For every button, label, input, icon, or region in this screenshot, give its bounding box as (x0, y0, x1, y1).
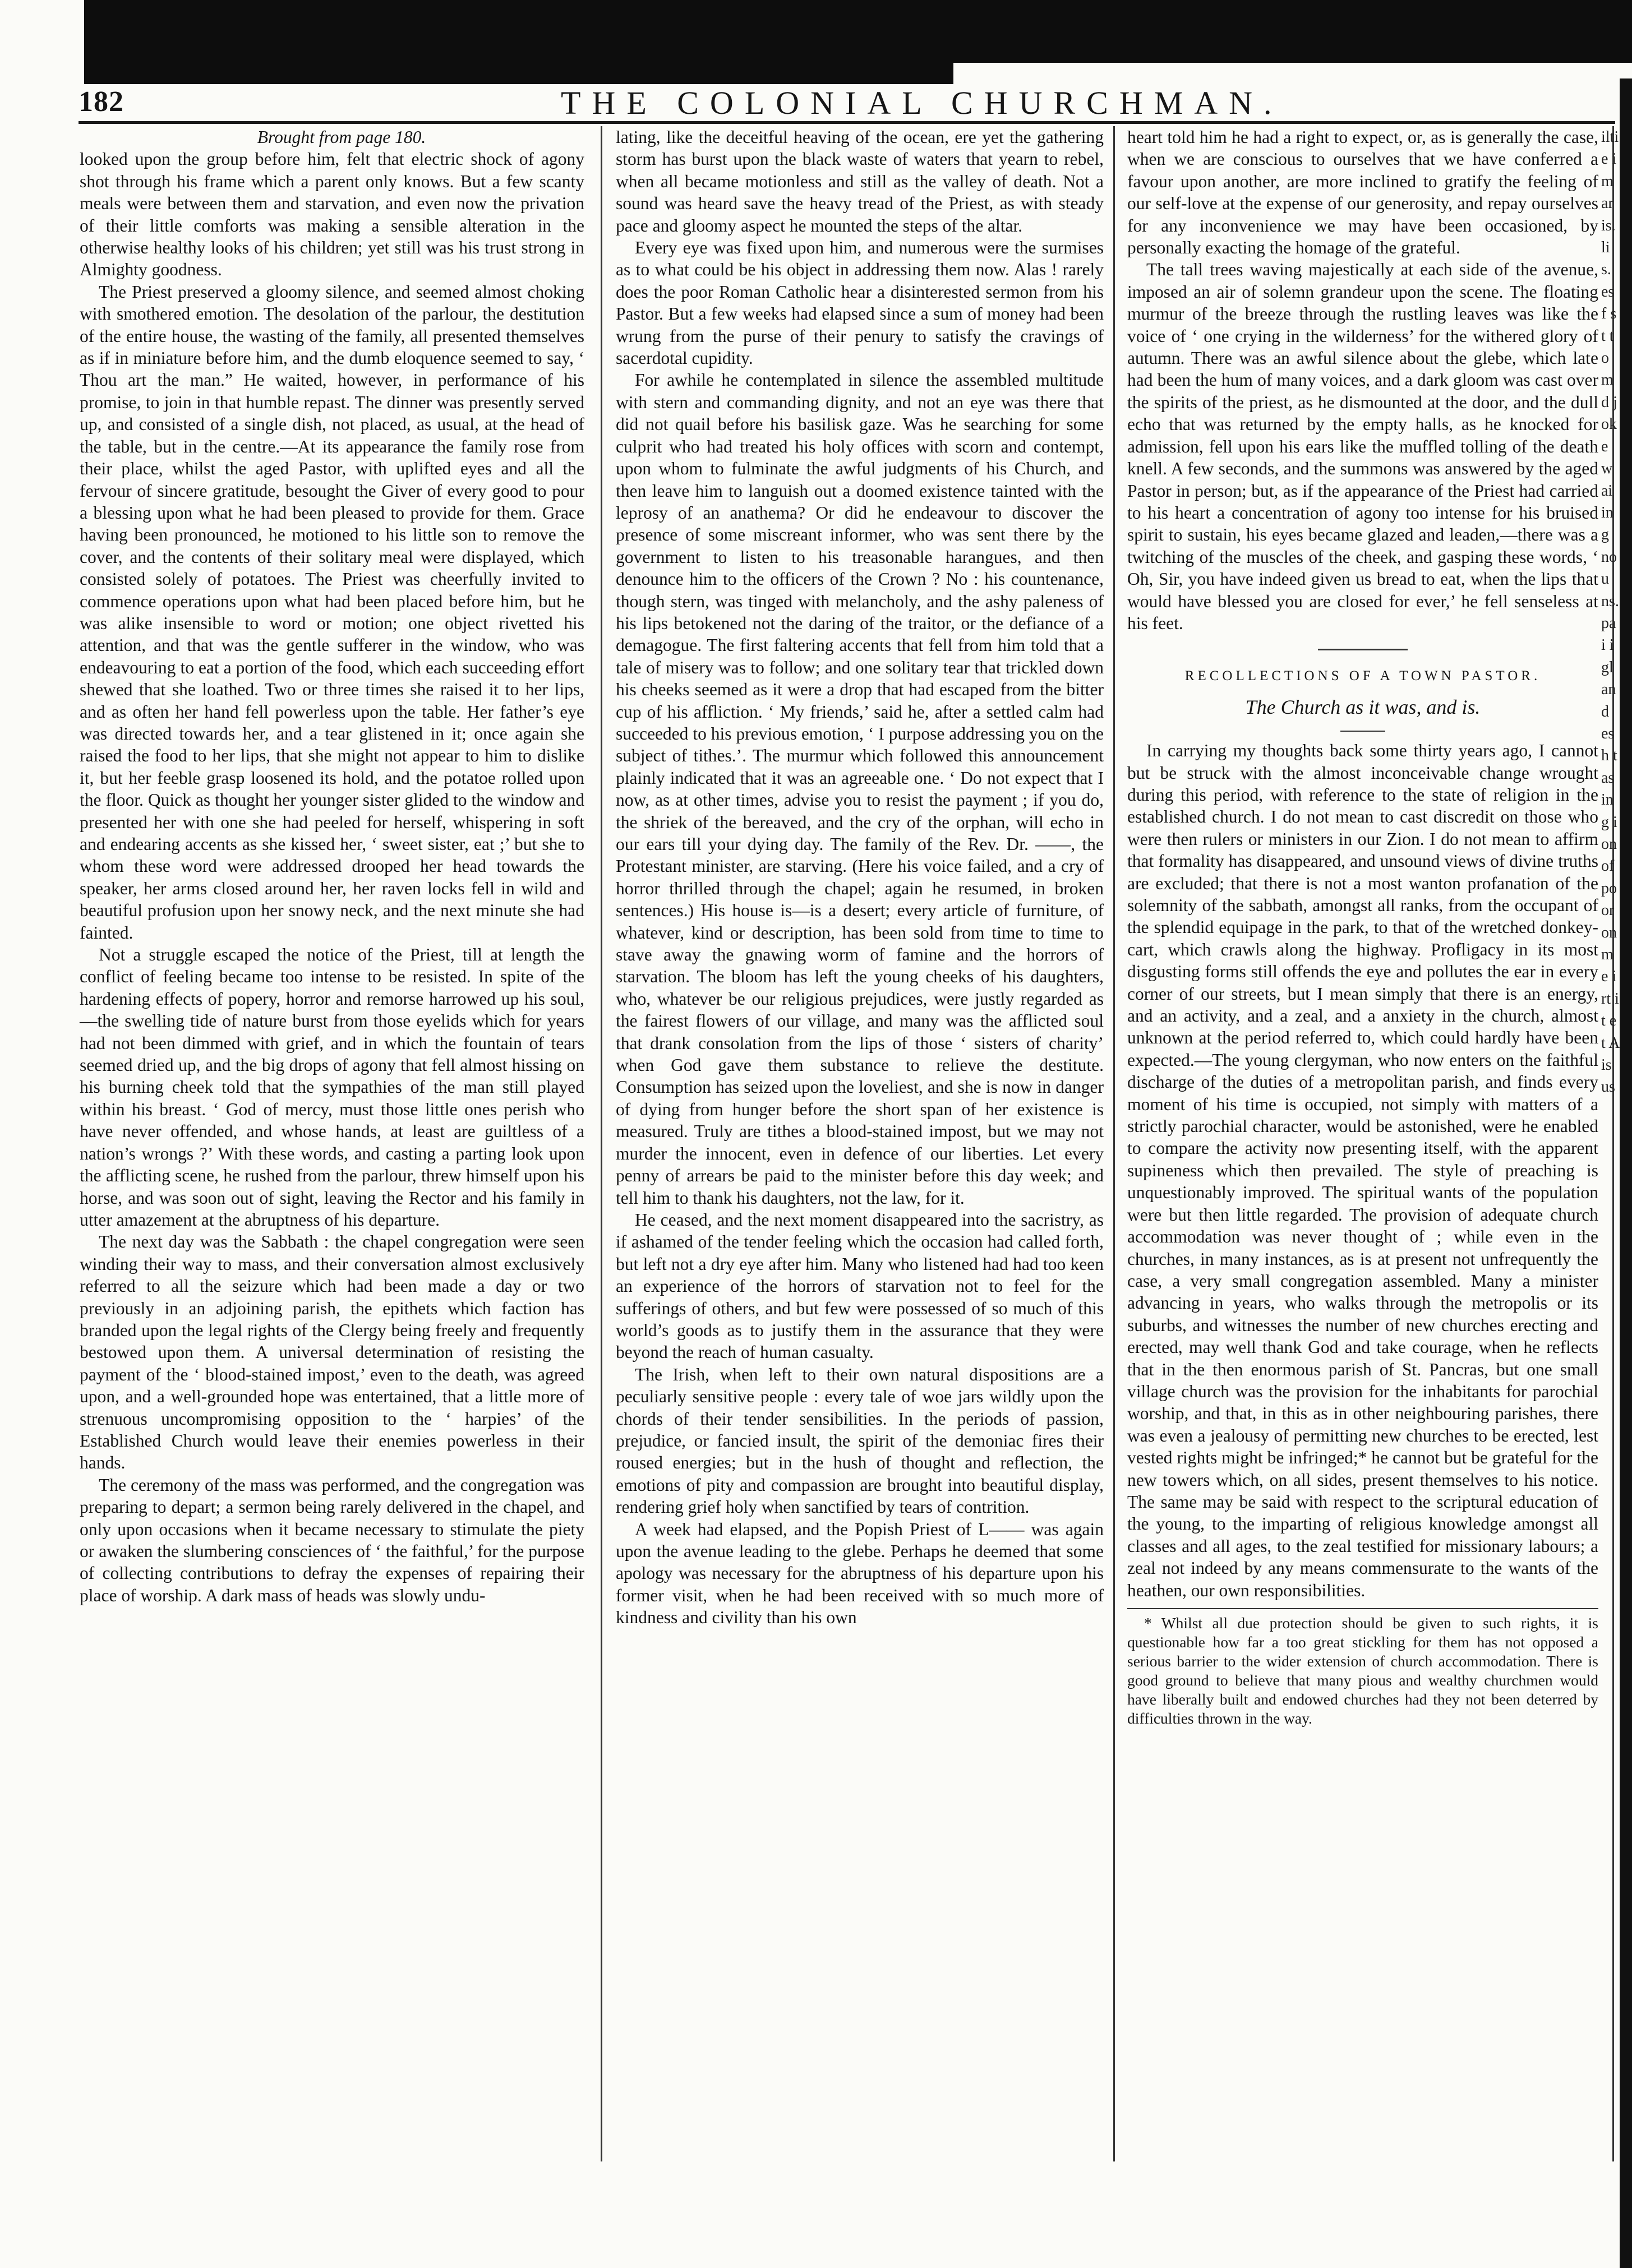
page-header (79, 84, 1615, 124)
section-title: RECOLLECTIONS OF A TOWN PASTOR. (1184, 668, 1541, 684)
section-divider (1318, 649, 1408, 650)
paragraph: The ceremony of the mass was performed, and the congregation was preparing to depart; a sermon being rarely delivered in the chapel, and only upon occasions when it became necessary to stimulate the piety or awaken the slumbering consciences of ‘ the faithful,’ for the purpose of collecting contributions to defray the expenses of repairing their place of worship. A dark mass of heads was slowly undu- (80, 1475, 584, 1605)
paragraph: The tall trees waving majestically at each side of the avenue, imposed an air of solemn grandeur upon the scene. The floating murmur of the breeze through the rustling leaves was like the voice of ‘ one crying in the wilderness’ for the withered glory of autumn. There was an awful silence about the glebe, which late had been the hum of many voices, and a dark gloom was cast over the spirits of the priest, as he dismounted at the door, and the dull echo that was returned by the empty halls, as he knocked for admission, fell upon his ears like the muffled tolling of the death knell. A few seconds, and the summons was answered by the aged Pastor in person; but, as if the appearance of the Priest had carried to his heart a concentration of agony too intense for his bruised spirit to sustain, his eyes became glazed and leaden,—there was a twitching of the muscles of the cheek, and gasping these words, ‘ Oh, Sir, you have indeed given us bread to eat, when the lips that would have blessed you are closed for ever,’ he fell senseless at his feet. (1127, 260, 1598, 633)
continuation-note: Brought from page 180. (257, 127, 426, 147)
paragraph: In carrying my thoughts back some thirty years ago, I cannot but be struck with the almost inconceivable change wrought during this period, with reference to the state of religion in the established church. I do not mean to cast discredit on those who were then rulers or ministers in our Zion. I do not mean to affirm that formality has disappeared, and unsound views of divine truths are excluded; that there is not a most wanton profanation of the solemnity of the sabbath, amongst all ranks, from the occupant of the splendid equipage in the park, to that of the wretched donkey-cart, which crawls along the highway. Profligacy in its most disgusting forms still offends the eye and pollutes the ear in every corner of our streets, but I mean simply that there is an energy, and an activity, and a zeal, and a anxiety in the church, almost unknown at the period referred to, which could hardly have been expected.—The young clergyman, who now enters on the faithful discharge of the duties of a metropolitan parish, and finds every moment of his time is occupied, not simply with matters of a strictly parochial character, would be astonished, were he enabled to compare the activity now presenting itself, with the apparent supineness which then prevailed. The style of preaching is unquestionably improved. The spiritual wants of the population were but then little regarded. The provision of adequate church accommodation was never thought of ; while even in the churches, in many instances, as is at present not unfrequently the case, a very small congregation assembled. Many a minister advancing in years, who walks through the metropolis or its suburbs, and witnesses the number of new churches erecting and erected, may well thank God and take courage, when he reflects that in the then enormous parish of St. Pancras, but one small village church was the provision for the inhabitants for parochial worship, and that, in this as in other neighbouring parishes, there was even a jealousy of permitting new churches to be erected, lest vested rights might be infringed;* he cannot but be grateful for the new towers which, on all sides, present themselves to his notice. The same may be said with respect to the scriptural education of the young, to the imparting of religious knowledge amongst all classes and all ages, to the zeal testified for missionary labours; a zeal not indeed by any means commensurate to the wants of the heathen, our own responsibilities. (1127, 741, 1598, 1600)
paragraph: The Priest preserved a gloomy silence, and seemed almost choking with smothered emotion. The desolation of the parlour, the destitution of the entire house, the wasting of the family, all presented themselves as if in miniature before him, and the dumb eloquence seemed to say, ‘ Thou art the man.” He waited, however, in performance of his promise, to join in that humble repast. The dinner was presently served up, and consisted of a single dish, not placed, as usual, at the head of the table, but in the centre.—At its appearance the family rose from their place, whilst the aged Pastor, with uplifted eyes and all the fervour of sincere gratitude, besought the Giver of every good to pour a blessing upon what he had been pleased to provide for them. Grace having been pronounced, he motioned to his little son to remove the cover, and the contents of their solitary meal were displayed, which consisted solely of potatoes. The Priest was cheerfully invited to commence operations upon what had been placed before him, but he was alike insensible to word or motion; one object rivetted his attention, and that was the gentle sufferer in the window, who was endeavouring to eat a portion of the food, which each succeeding effort shewed that she loathed. Two or three times she raised it to her lips, and as often her hand fell powerless upon the table. Her father’s eye was directed towards her, and a tear glistened in it; once again she raised the food to her lips, that she might not appear to him to dislike it, but her feeble grasp loosened its hold, and the potatoe rolled upon the floor. Quick as thought her younger sister glided to the window and presented her with one she had peeled for herself, whispering in soft and endearing accents as she kissed her, ‘ sweet sister, eat ;’ but she to whom these word were addressed drooped her head towards the speaker, her arms closed around her, her raven locks fell in wild and beautiful profusion upon her snowy neck, and the next minute she had fainted. (80, 281, 584, 943)
paragraph: Every eye was fixed upon him, and numerous were the surmises as to what could be his object in addressing them now. Alas ! rarely does the poor Roman Catholic hear a disinterested sermon from his Pastor. But a few weeks had elapsed since a sum of money had been wrung from the purse of their penury to satisfy the cravings of sacerdotal cupidity. (616, 238, 1104, 368)
column-1 (80, 126, 584, 2201)
right-edge-shadow (1620, 78, 1632, 2268)
paragraph: For awhile he contemplated in silence the assembled multitude with stern and commanding dignity, and not an eye was there that did not quail before his basilisk gaze. Was he searching for some culprit who had treated his holy offices with scorn and contempt, upon whom to fulminate the awful judgments of his Church, and then leave him to languish out a doomed existence tainted with the leprosy of an anathema? Or did he endeavour to discover the presence of some miscreant informer, who was sent there by the government to listen to his treasonable harangues, and then denounce him to the officers of the Crown ? No : his countenance, though stern, was tinged with melancholy, and the ashy paleness of his lips betokened not the daring of the traitor, or the defiance of a demagogue. The first faltering accents that fell from him told that a tale of misery was to follow; and one solitary tear that trickled down his cheeks seemed as it were a drop that had escaped from the bitter cup of his affliction. ‘ My friends,’ said he, after a settled calm had succeeded to his previous emotion, ‘ I purpose addressing you on the subject of tithes.’. The murmur which followed this announcement plainly indicated that it was an agreeable one. ‘ Do not expect that I now, as at other times, advise you to resist the payment ; if you do, the shriek of the bereaved, and the cry of the orphan, will echo in our ears till your dying day. The family of the Rev. Dr. ——, the Protestant minister, are starving. (Here his voice failed, and a cry of horror thrilled through the chapel; again he resumed, in broken sentences.) His house is—is a desert; every article of furniture, of whatever, kind or description, has been sold from time to time to stave away the gnawing worm of famine and the horrors of starvation. The bloom has left the young cheeks of his daughters, who, whatever be our religious prejudices, were justly regarded as the fairest flowers of our village, and many was the afflicted soul that drank consolation from the lips of those ‘ sisters of charity’ when God gave them substance to relieve the destitute. Consumption has seized upon the loveliest, and she is now in danger of dying from hunger before the short span of her existence is measured. Truly are tithes a blood-stained impost, but we may not murder the innocent, even in defence of our liberties. Let every penny of arrears be paid to the minister before this day week; and tell him to thank his daughters, not the law, for it. (616, 370, 1104, 1208)
footnote (1127, 1608, 1598, 1728)
margin-fragments: iltie imar is. lis. esf st t om d j oke wai ing nou ns. pai igl an d esh tas ing ion of po or on me irt it et A is us (1601, 128, 1619, 1096)
column-rule (1113, 126, 1115, 2161)
footnote-text: * Whilst all due protection should be given to such rights, it is questionable how far a too great stickling for them has not opposed a serious barrier to the wider extension of church accommodation. There is good ground to believe that many pious and wealthy churchmen would have liberally built and endowed churches had they not been deterred by difficulties thrown in the way. (1127, 1614, 1598, 1727)
subtitle-divider (1340, 731, 1385, 732)
masthead-title: THE COLONIAL CHURCHMAN. (561, 85, 1283, 121)
column-3 (1127, 126, 1598, 2201)
border-gap (953, 63, 1632, 85)
column-2 (616, 126, 1104, 2201)
column-rule (601, 126, 602, 2161)
paragraph: Not a struggle escaped the notice of the Priest, till at length the conflict of feeling became too intense to be resisted. In spite of the hardening effects of popery, horror and remorse harrowed up his soul,—the swelling tide of nature burst from those eyelids which for years had not been dimmed with grief, and in which the fountain of tears seemed dried up, and the big drops of agony that fell almost hissing on his burning cheek told that the sympathies of the man still played within his breast. ‘ God of mercy, must those little ones perish who have never offended, and whose hands, at least are guiltless of a nation’s wrongs ?’ With these words, and casting a parting look upon the afflicting scene, he rushed from the parlour, threw himself upon his horse, and was soon out of sight, leaving the Rector and his family in utter amazement at the abruptness of his departure. (80, 945, 584, 1230)
paragraph: The Irish, when left to their own natural dispositions are a peculiarly sensitive people : every tale of woe jars wildly upon the chords of their tender sensibilities. In the periods of passion, prejudice, or fancied insult, the spirit of the demoniac fires their roused energies; but in the hush of thought and reflection, the emotions of pity and compassion are brought into beautiful display, rendering grief holy when sanctified by tears of contrition. (616, 1364, 1104, 1517)
paragraph: lating, like the deceitful heaving of the ocean, ere yet the gathering storm has burst upon the black waste of waters that yearn to rebel, when all became motionless and still as the valley of death. Not a sound was heard save the heavy tread of the Priest, as with steady pace and gloomy aspect he mounted the steps of the altar. (616, 127, 1104, 235)
paragraph: heart told him he had a right to expect, or, as is generally the case, when we are conscious to ourselves that we have conferred a favour upon another, are more inclined to gratify the feeling of our self-love at the expense of our generosity, and repay ourselves for any inconvenience we may have been occasioned, by personally exacting the homage of the grateful. (1127, 127, 1598, 258)
section-subtitle: The Church as it was, and is. (1245, 695, 1481, 718)
paragraph: The next day was the Sabbath : the chapel congregation were seen winding their way to mass, and their conversation almost exclusively referred to all the seizure which had been made a day or two previously in an adjoining parish, the epithets which faction has branded upon the legal rights of the Clergy being freely and frequently bestowed upon them. A universal determination of resisting the payment of the ‘ blood-stained impost,’ even to the death, was agreed upon, and a well-grounded hope was entertained, that a little more of strenuous uncompromising opposition to the ‘ harpies’ of the Established Church would leave their enemies powerless in their hands. (80, 1232, 584, 1473)
paragraph: looked upon the group before him, felt that electric shock of agony shot through his frame which a parent only knows. But a few scanty meals were between them and starvation, and even now the privation of their little comforts was making a sensible alteration in the otherwise healthy looks of his children; yet still was his trust strong in Almighty goodness. (80, 149, 584, 280)
paragraph: A week had elapsed, and the Popish Priest of L—— was again upon the avenue leading to the glebe. Perhaps he deemed that some apology was necessary for the abruptness of his departure upon his former visit, when he had been received with so much more of kindness and civility than his own (616, 1519, 1104, 1628)
page-number: 182 (79, 86, 124, 118)
paragraph: He ceased, and the next moment disappeared into the sacristry, as if ashamed of the tender feeling which the occasion had called forth, but left not a dry eye after him. Many who listened had had too keen an experience of the horrors of starvation not to feel for the sufferings of others, and but few were possessed of so much of this world’s goods as to justify them in the assurance that they were beyond the reach of human casualty. (616, 1209, 1104, 1362)
